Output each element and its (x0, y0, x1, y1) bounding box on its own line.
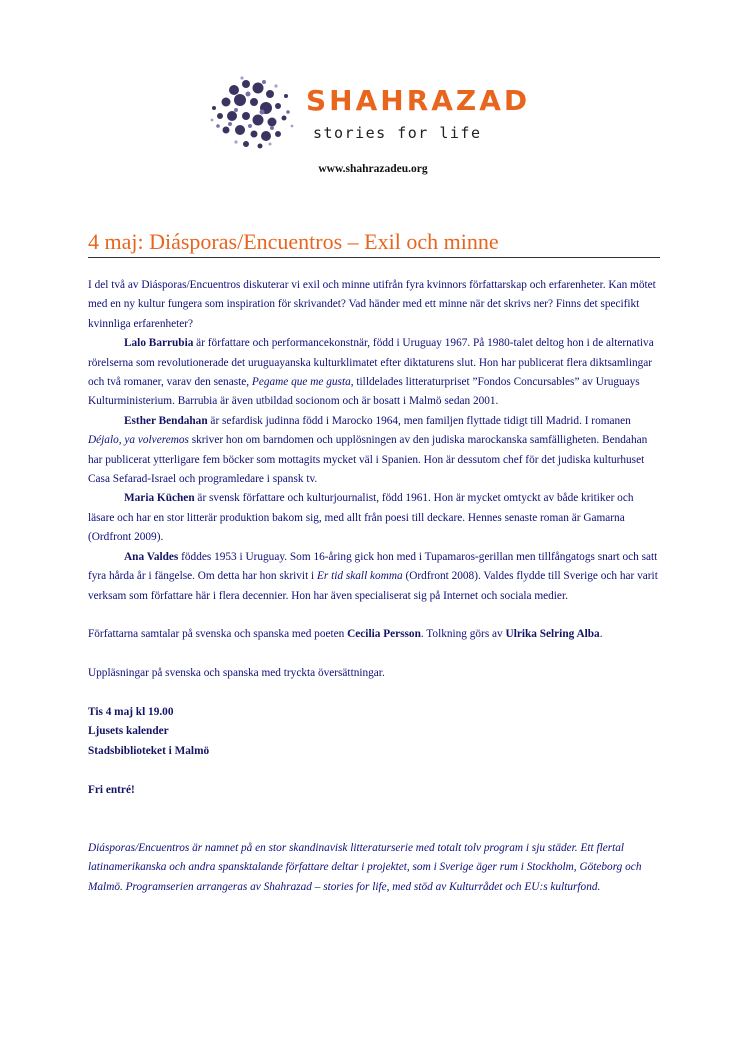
page-title: 4 maj: Diásporas/Encuentros – Exil och minne (88, 229, 499, 254)
readings-paragraph: Uppläsningar på svenska och spanska med tryckta översättningar. (88, 667, 385, 680)
interpreter-name: Ulrika Selring Alba (505, 628, 600, 641)
event-room: Ljusets kalender (88, 725, 169, 738)
book-title: Er tid skall komma (317, 570, 403, 583)
event-venue: Stadsbiblioteket i Malmö (88, 744, 210, 757)
author-name: Lalo Barrubia (124, 337, 194, 350)
author-paragraph: Esther Bendahan är sefardisk judinna född i Marocko 1964, men familjen flyttade tidigt till Madrid. I romanen Déjalo, ya volveremos skriver hon om barndomen och upplösningen av den judiska marockanska samfälligheten. Bendahan har publicerat ytterligare fem böcker som mottagits mycket väl i Spanien. Hon är dessutom chef för det judiska kulturhuset Casa Sefarad-Israel och programledare i spansk tv. (88, 414, 648, 486)
footer-note: Diásporas/Encuentros är namnet på en stor skandinavisk litteraturserie med totalt tolv program i sju städer. Ett flertal latinamerikanska och andra spansktalande författare deltar i projektet, som i Sverige äger rum i Stockholm, Göteborg och Malmö. Programserien arrangeras av Shahrazad – stories for life, med stöd av Kulturrådet och EU:s kulturfond. (88, 841, 642, 893)
author-name: Maria Küchen (124, 492, 195, 505)
author-name: Esther Bendahan (124, 414, 208, 427)
intro-paragraph: I del två av Diásporas/Encuentros diskuterar vi exil och minne utifrån fyra kvinnors författarskap och erfarenheter. Kan mötet med en ny kultur fungera som inspiration för skrivandet? Vad händer med ett minne när det skrivs ner? Finns det specifikt kvinnliga erfarenheter? (88, 279, 656, 330)
conversation-paragraph: Författarna samtalar på svenska och spanska med poeten Cecilia Persson. Tolkning görs av Ulrika Selring Alba. (88, 628, 603, 641)
brand-tagline: stories for life (313, 124, 482, 142)
brand-name: SHAHRAZAD (306, 84, 531, 117)
author-name: Ana Valdes (124, 550, 179, 563)
ink-splash-logo-icon (200, 66, 300, 156)
admission-text: Fri entré! (88, 783, 135, 796)
event-datetime: Tis 4 maj kl 19.00 (88, 705, 174, 718)
title-divider (88, 257, 660, 258)
author-paragraph: Ana Valdes föddes 1953 i Uruguay. Som 16-åring gick hon med i Tupamaros-gerillan men tillfångatogs snart och satt fyra hårda år i fängelse. Om detta har hon skrivit i Er tid skall komma (Ordfront 2008). Valdes flydde till Sverige och har varit verksam som författare här i flera decennier. Hon har även specialiserat sig på Internet och sociala medier. (88, 550, 658, 602)
book-title: Déjalo, ya volveremos (88, 434, 189, 447)
moderator-name: Cecilia Persson (347, 628, 421, 641)
author-paragraph: Lalo Barrubia är författare och performancekonstnär, född i Uruguay 1967. På 1980-talet deltog hon i de alternativa rörelserna som revolutionerade det uruguayanska kulturklimatet efter diktaturens slut. Hon har publicerat flera diktsamlingar och två romaner, varav den senaste, Pegame que me gusta, tilldelades litteraturpriset ”Fondos Concursables” av Uruguays Kulturministerium. Barrubia är även utbildad socionom och är bosatt i Malmö sedan 2001. (88, 337, 654, 408)
author-paragraph: Maria Küchen är svensk författare och kulturjournalist, född 1961. Hon är mycket omtyckt av både kritiker och läsare och har en stor litterär produktion bakom sig, med allt från poesi till deckare. Hennes senaste roman är Gamarna (Ordfront 2009). (88, 492, 634, 544)
book-title: Pegame que me gusta (251, 376, 351, 389)
website-url[interactable]: www.shahrazadeu.org (318, 163, 428, 175)
article-body (88, 276, 660, 897)
